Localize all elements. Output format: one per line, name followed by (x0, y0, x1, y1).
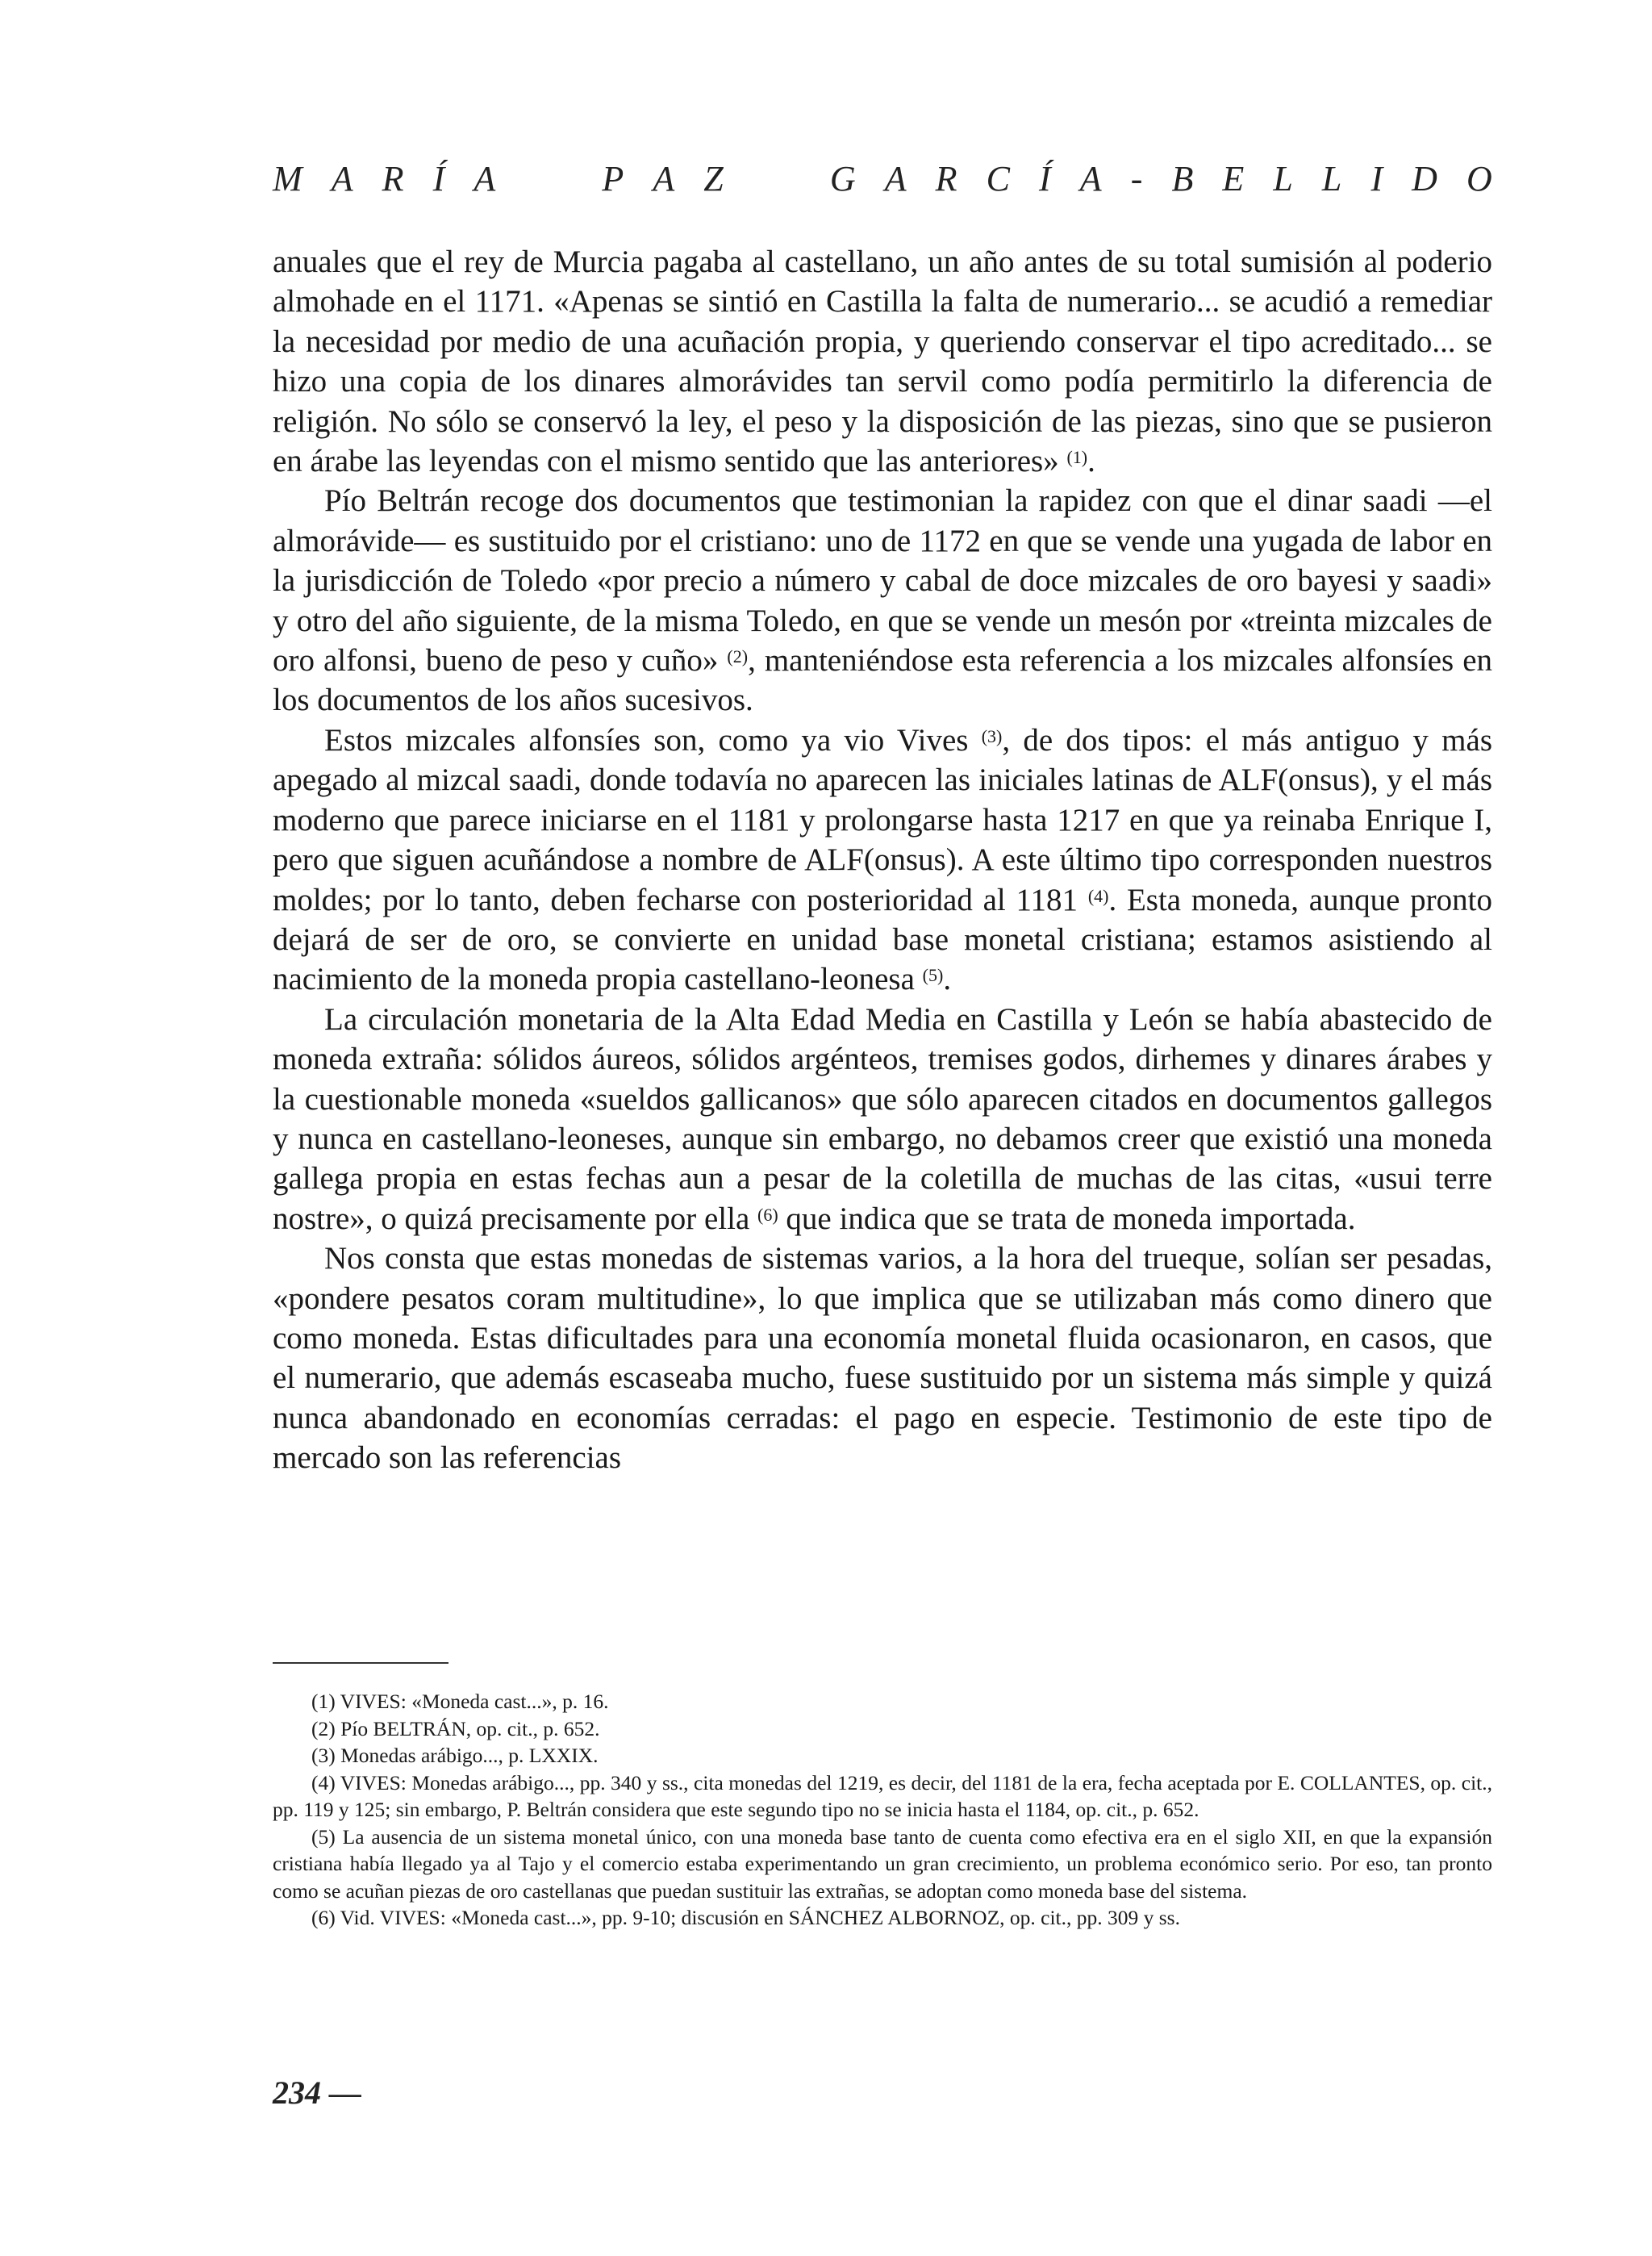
footnote: (2) Pío BELTRÁN, op. cit., p. 652. (311, 1716, 600, 1740)
running-head-letter: P (602, 159, 624, 198)
footnote-ref: (3) (981, 725, 1003, 746)
running-head-letter: L (1321, 159, 1342, 198)
running-head-letter: R (935, 159, 957, 198)
running-head-letter: A (1079, 159, 1102, 198)
running-head-letter: R (382, 159, 404, 198)
running-head-letter: Í (1039, 159, 1051, 198)
running-head-letter: A (653, 159, 675, 198)
paragraph-text: . (1087, 444, 1095, 479)
paragraph-text: , manteniéndose esta referencia a los mizcales alfonsíes en los documentos de los años sucesivos. (273, 643, 1493, 718)
running-head-letter: C (986, 159, 1010, 198)
running-head-letter: L (1273, 159, 1293, 198)
running-head-letter: M (273, 159, 302, 198)
paragraph-text: Nos consta que estas monedas de sistemas varios, a la hora del trueque, solían ser pesadas, «pondere pesatos coram multitudine», lo que implica que se utilizaban más como dinero que como moneda. Estas dificultades para una economía monetal fluida ocasionaron, en casos, que el numerario, que además escaseaba mucho, fuese sustituido por un sistema más simple y quizá nunca abandonado en economías cerradas: el pago en especie. Testimonio de este tipo de mercado son las referencias (273, 1241, 1492, 1476)
running-head-letter: G (829, 159, 856, 198)
paragraph-text: , de dos tipos: el más antiguo y más apegado al mizcal saadi, donde todavía no aparecen las iniciales latinas de ALF(onsus), y el más moderno que parece iniciarse en el 1181 y prolongarse hasta 1217 en que ya reinaba Enrique I, pero que siguen acuñándose a nombre de ALF(onsus). A este último tipo corresponden nuestros moldes; por lo tanto, deben fecharse con posterioridad al 1181 (273, 722, 1492, 917)
footnote: (5) La ausencia de un sistema monetal único, con una moneda base tanto de cuenta como efectiva era en el siglo XII, en que la expansión cristiana había llegado ya al Tajo y el comercio estaba experimentando un gran crecimiento, un problema económico serio. Por eso, tan pronto como se acuñan piezas de oro castellanas que puedan sustituir las extrañas, se adoptan como moneda base del sistema. (273, 1824, 1492, 1903)
footnote-ref: (6) (757, 1204, 778, 1225)
paragraph-text: La circulación monetaria de la Alta Edad Media en Castilla y León se había abastecido de moneda extraña: sólidos áureos, sólidos argénteos, tremises godos, dirhemes y dinares árabes y la cuestionable moneda «sueldos gallicanos» que sólo aparecen citados en documentos gallegos y nunca en castellano-leoneses, aunque sin embargo, no debamos creer que existió una moneda gallega propia en estas fechas aun a pesar de la coletilla de muchas de las citas, «usui terre nostre», o quizá precisamente por ella (273, 1001, 1492, 1236)
running-head-letter: A (473, 159, 496, 198)
paragraph (273, 1000, 1492, 1239)
running-head-letter: B (1171, 159, 1194, 198)
running-head-letter: D (1412, 159, 1437, 198)
paragraph (273, 721, 1492, 1000)
paragraph (273, 1239, 1492, 1477)
paragraph-text: . Esta moneda, aunque pronto dejará de ser de oro, se convierte en unidad base monetal cristiana; estamos asistiendo al nacimiento de la moneda propia castellano-leonesa (273, 882, 1492, 997)
running-head-letter: A (884, 159, 907, 198)
body-text (273, 242, 1492, 1478)
footnote-ref: (2) (727, 646, 749, 667)
running-head-letter: Z (703, 159, 724, 198)
paragraph-text: . (943, 962, 952, 997)
footnote: (4) VIVES: Monedas arábigo..., pp. 340 y ss., cita monedas del 1219, es decir, del 1181 de la era, fecha aceptada por E. COLLANTES, op. cit., pp. 119 y 125; sin embargo, P. Beltrán considera que este segundo tipo no se inicia hasta el 1184, op. cit., p. 652. (273, 1770, 1492, 1821)
paragraph (273, 481, 1492, 720)
footnote-divider (273, 1662, 448, 1664)
page-number: 234 — (273, 2074, 361, 2111)
footnote: (3) Monedas arábigo..., p. LXXIX. (311, 1744, 599, 1767)
footnote-ref: (5) (922, 965, 944, 986)
paragraph-text: Estos mizcales alfonsíes son, como ya vio Vives (324, 722, 969, 758)
paragraph (273, 242, 1492, 481)
footnotes (273, 1688, 1492, 1932)
running-head-letter: - (1130, 159, 1143, 198)
paragraph-text: que indica que se trata de moneda importada. (778, 1201, 1356, 1236)
footnote: (6) Vid. VIVES: «Moneda cast...», pp. 9-10; discusión en SÁNCHEZ ALBORNOZ, op. cit., pp. 309 y ss. (311, 1906, 1180, 1929)
paragraph-text: Pío Beltrán recoge dos documentos que testimonian la rapidez con que el dinar saadi —el almorávide— es sustituido por el cristiano: uno de 1172 en que se vende una yugada de labor en la jurisdicción de Toledo «por precio a número y cabal de doce mizcales de oro bayesi y saadi» y otro del año siguiente, de la misma Toledo, en que se vende un mesón por «treinta mizcales de oro alfonsi, bueno de peso y cuño» (273, 483, 1492, 679)
running-head-letter: Í (432, 159, 445, 198)
running-head-letter: O (1466, 159, 1492, 198)
running-head-letter: E (1222, 159, 1245, 198)
footnote-ref: (1) (1066, 447, 1088, 468)
footnote: (1) VIVES: «Moneda cast...», p. 16. (311, 1690, 609, 1713)
running-head-letter: A (331, 159, 353, 198)
footnote-ref: (4) (1087, 885, 1109, 906)
running-head (273, 158, 1492, 199)
running-head-letter: I (1370, 159, 1383, 198)
paragraph-text: anuales que el rey de Murcia pagaba al castellano, un año antes de su total sumisión al poderio almohade en el 1171. «Apenas se sintió en Castilla la falta de numerario... se acudió a remediar la necesidad por medio de una acuñación propia, y queriendo conservar el tipo acreditado... se hizo una copia de los dinares almorávides tan servil como podía permitirlo la diferencia de religión. No sólo se conservó la ley, el peso y la disposición de las piezas, sino que se pusieron en árabe las leyendas con el mismo sentido que las anteriores» (273, 244, 1492, 479)
